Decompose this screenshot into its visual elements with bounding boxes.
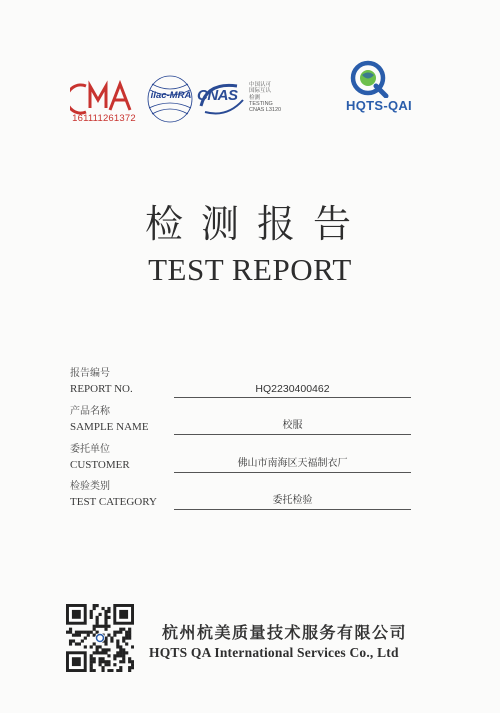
qr-code xyxy=(66,604,134,672)
cnas-line: 检测 xyxy=(249,94,261,101)
customer-value: 佛山市南海区天福制衣厂 xyxy=(174,457,411,473)
cma-number: 161111261372 xyxy=(72,113,136,124)
cnas-line: CNAS L3120 xyxy=(249,107,282,114)
cnas-line: 中国认可 xyxy=(249,82,272,88)
sample-name-label-cn: 产品名称 xyxy=(70,406,110,417)
hqts-logo-text: HQTS-QAI xyxy=(346,98,412,113)
title-chinese: 检测报告 xyxy=(144,202,369,246)
cnas-line: TESTING xyxy=(249,100,273,107)
company-name-en: HQTS QA International Services Co., Ltd xyxy=(149,645,399,660)
hqts-globe-icon xyxy=(350,60,390,98)
test-category-label-cn: 检验类别 xyxy=(70,481,110,492)
title-english: TEST REPORT xyxy=(148,252,352,287)
report-no-label-cn: 报告编号 xyxy=(70,368,110,379)
sample-name-value: 校服 xyxy=(174,419,411,435)
sample-name-label-en: SAMPLE NAME xyxy=(70,421,149,433)
report-no-label-en: REPORT NO. xyxy=(70,383,133,395)
test-category-label-en: TEST CATEGORY xyxy=(70,496,157,508)
report-no-value: HQ2230400462 xyxy=(174,382,411,398)
customer-label-cn: 委托单位 xyxy=(70,444,110,455)
cnas-accreditation xyxy=(249,82,281,113)
cnas-line: 国际互认 xyxy=(249,88,272,95)
cnas-text: CNAS xyxy=(197,87,238,104)
ilac-mra-text: ilac-MRA xyxy=(150,90,192,101)
customer-label-en: CUSTOMER xyxy=(70,459,130,471)
test-category-value: 委托检验 xyxy=(174,494,411,510)
company-name-cn: 杭州杭美质量技术服务有限公司 xyxy=(162,623,408,642)
